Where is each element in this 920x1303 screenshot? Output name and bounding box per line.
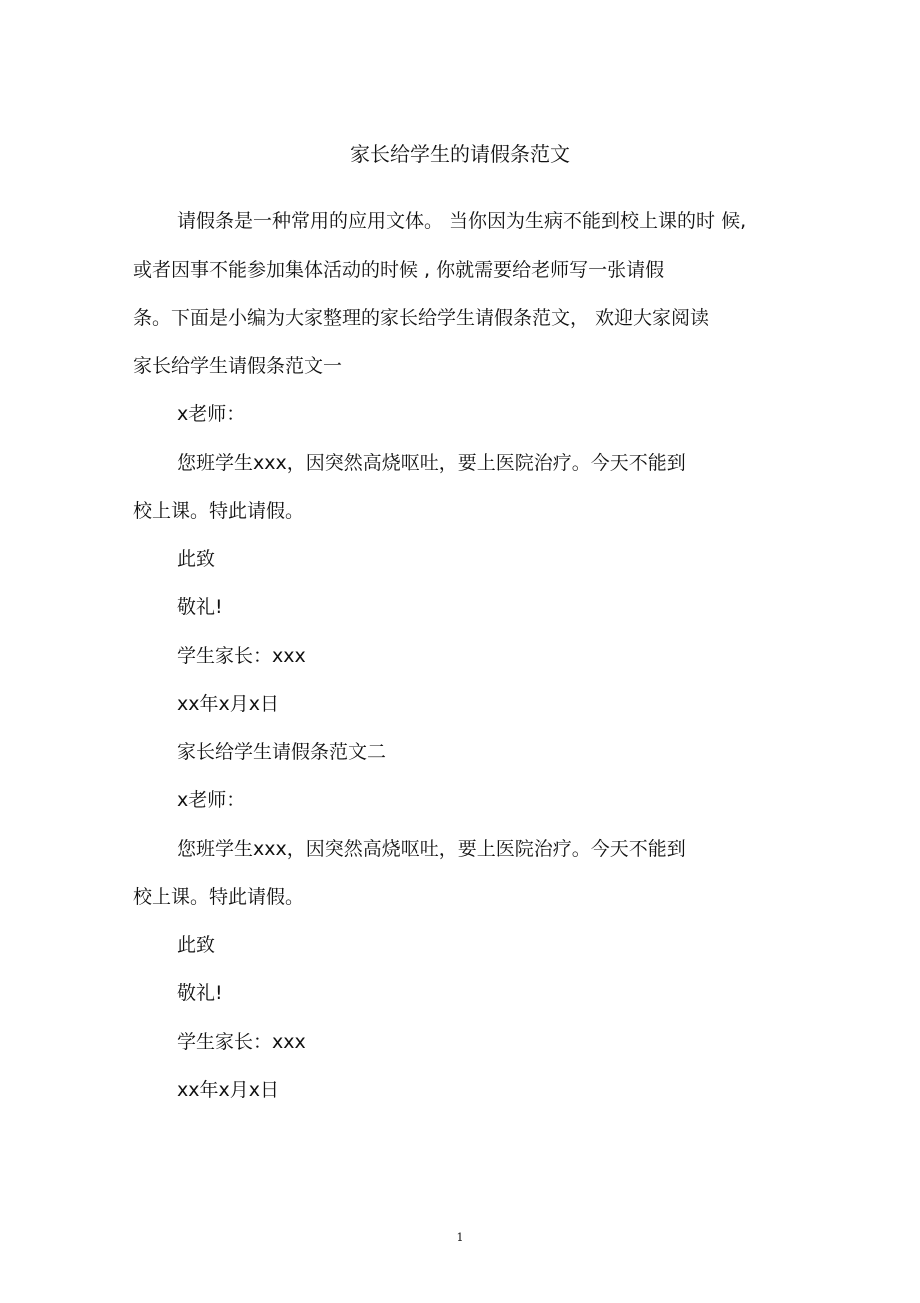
intro-line-2: 或者因事不能参加集体活动的时候 , 你就需要给老师写一张请假 (133, 259, 665, 281)
sample1-closing-2: 敬礼! (177, 596, 223, 618)
sample2-body-line-2: 校上课。特此请假。 (133, 886, 305, 908)
sample1-heading: 家长给学生请假条范文一 (133, 355, 343, 377)
page-number: 1 (456, 1231, 464, 1244)
sample2-date: xx年x月x日 (177, 1079, 279, 1101)
sample2-closing-2: 敬礼! (177, 982, 223, 1004)
sample1-body-line-2: 校上课。特此请假。 (133, 500, 305, 522)
sample2-heading: 家长给学生请假条范文二 (177, 741, 387, 763)
sample2-signature: 学生家长：xxx (177, 1031, 306, 1053)
sample2-salutation: x老师： (177, 789, 246, 811)
sample1-signature: 学生家长：xxx (177, 645, 306, 667)
sample1-salutation: x老师： (177, 403, 246, 425)
sample2-closing-1: 此致 (177, 934, 216, 956)
sample1-date: xx年x月x日 (177, 693, 279, 715)
intro-line-1: 请假条是一种常用的应用文体。 当你因为生病不能到校上课的时 候, (177, 210, 747, 232)
sample2-body-line-1: 您班学生xxx，因突然高烧呕吐，要上医院治疗。今天不能到 (177, 838, 686, 860)
intro-line-3: 条。下面是小编为大家整理的家长给学生请假条范文， 欢迎大家阅读 (133, 307, 710, 329)
sample1-body-line-1: 您班学生xxx，因突然高烧呕吐，要上医院治疗。今天不能到 (177, 452, 686, 474)
sample1-closing-1: 此致 (177, 548, 216, 570)
document-title: 家长给学生的请假条范文 (350, 142, 570, 166)
